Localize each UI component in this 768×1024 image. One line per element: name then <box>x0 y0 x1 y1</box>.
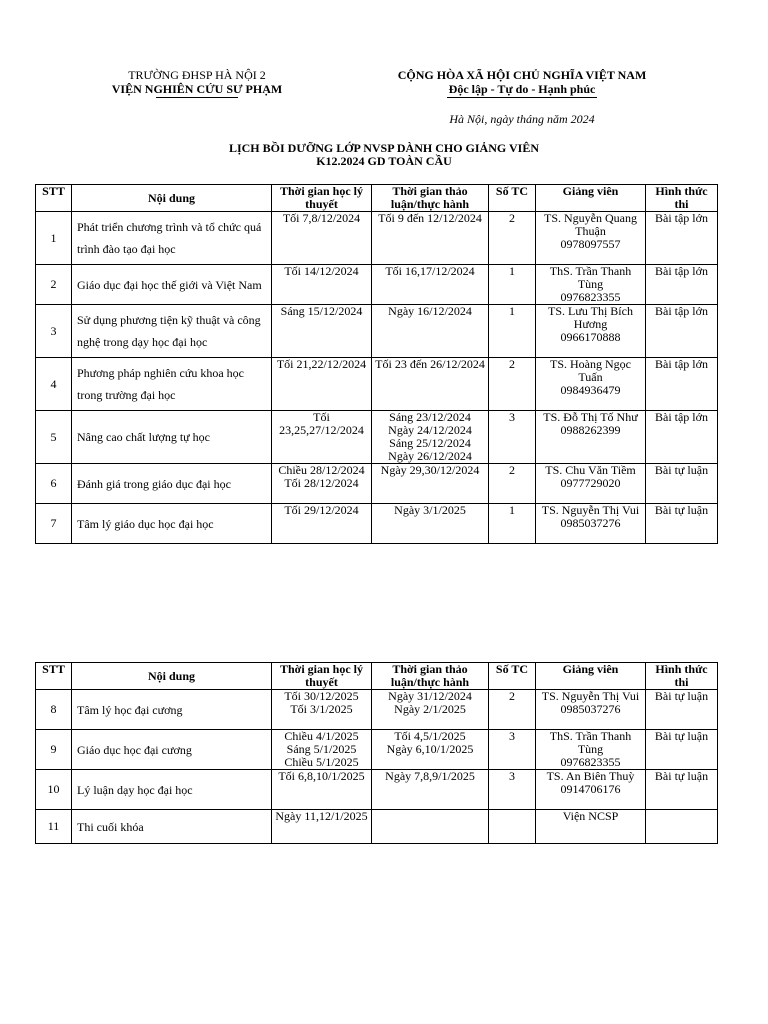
row-exam-type: Bài tự luận <box>646 464 718 504</box>
row-practice-time <box>372 810 489 844</box>
table-body-1 <box>36 212 718 544</box>
row-practice-time <box>372 305 489 358</box>
col-header-practice: Thời gian thảo luận/thực hành <box>372 663 489 690</box>
row-exam-type: Bài tập lớn <box>646 212 718 265</box>
row-content: Giáo dục học đại cương <box>72 730 272 770</box>
row-lecturer <box>536 464 646 504</box>
practice-time-line: Tối 16,17/12/2024 <box>385 264 475 278</box>
col-header-practice: Thời gian thảo luận/thực hành <box>372 185 489 212</box>
row-practice-time <box>372 770 489 810</box>
row-credits: 2 <box>489 464 536 504</box>
lecturer-line: 0976823355 <box>560 290 621 304</box>
theory-time-line: Ngày 11,12/1/2025 <box>275 809 368 823</box>
row-content: Tâm lý học đại cương <box>72 690 272 730</box>
row-stt: 9 <box>36 730 72 770</box>
row-theory-time <box>272 730 372 770</box>
title-line-1: LỊCH BỒI DƯỠNG LỚP NVSP DÀNH CHO GIẢNG VIÊN <box>228 141 540 155</box>
row-content: Sử dụng phương tiện kỹ thuật và công nghệ trong dạy học đại học <box>72 305 272 358</box>
row-credits: 1 <box>489 265 536 305</box>
row-content: Phương pháp nghiên cứu khoa học trong trường đại học <box>72 358 272 411</box>
lecturer-line: 0976823355 <box>560 755 621 769</box>
row-practice-time <box>372 411 489 464</box>
table-row <box>36 212 718 265</box>
row-lecturer <box>536 690 646 730</box>
theory-time-line: Tối 3/1/2025 <box>290 702 353 716</box>
col-header-stt: STT <box>36 663 72 690</box>
practice-time-line: Ngày 29,30/12/2024 <box>380 463 480 477</box>
col-header-content: Nội dung <box>72 185 272 212</box>
practice-time-line: Ngày 31/12/2024 <box>388 689 472 703</box>
row-lecturer <box>536 305 646 358</box>
lecturer-line: TS. Đỗ Thị Tố Như <box>543 410 638 424</box>
table-row <box>36 504 718 544</box>
row-exam-type: Bài tập lớn <box>646 358 718 411</box>
row-stt: 7 <box>36 504 72 544</box>
col-header-stt: STT <box>36 185 72 212</box>
row-exam-type: Bài tập lớn <box>646 411 718 464</box>
practice-time-line: Tối 4,5/1/2025 <box>394 729 466 743</box>
row-credits: 2 <box>489 212 536 265</box>
row-content: Thi cuối khóa <box>72 810 272 844</box>
row-stt: 11 <box>36 810 72 844</box>
row-lecturer <box>536 810 646 844</box>
practice-time-line: Ngày 24/12/2024 <box>388 423 472 437</box>
lecturer-line: TS. Chu Văn Tiềm <box>545 463 636 477</box>
row-theory-time <box>272 411 372 464</box>
row-practice-time <box>372 464 489 504</box>
institute-name: VIỆN NGHIÊN CỨU SƯ PHẠM <box>111 82 283 96</box>
document-date: Hà Nội, ngày tháng năm 2024 <box>449 112 595 126</box>
schedule-table-2 <box>35 662 718 844</box>
theory-time-line: Chiều 5/1/2025 <box>284 755 359 769</box>
lecturer-line: 0978097557 <box>560 237 621 251</box>
theory-time-line: Sáng 15/12/2024 <box>280 304 363 318</box>
row-content: Giáo dục đại học thế giới và Việt Nam <box>72 265 272 305</box>
national-motto: Độc lập - Tự do - Hạnh phúc <box>448 82 596 96</box>
table-row <box>36 810 718 844</box>
row-credits: 2 <box>489 690 536 730</box>
lecturer-line: 0988262399 <box>560 423 621 437</box>
row-exam-type: Bài tự luận <box>646 730 718 770</box>
col-header-lecturer: Giảng viên <box>536 185 646 212</box>
row-credits: 3 <box>489 770 536 810</box>
row-exam-type: Bài tự luận <box>646 504 718 544</box>
row-practice-time <box>372 504 489 544</box>
national-header <box>372 68 672 98</box>
row-theory-time <box>272 810 372 844</box>
row-credits: 3 <box>489 730 536 770</box>
row-theory-time <box>272 212 372 265</box>
row-credits: 2 <box>489 358 536 411</box>
row-stt: 1 <box>36 212 72 265</box>
table-row <box>36 770 718 810</box>
table-row <box>36 305 718 358</box>
row-practice-time <box>372 358 489 411</box>
practice-time-line: Ngày 7,8,9/1/2025 <box>385 769 475 783</box>
row-theory-time <box>272 305 372 358</box>
row-stt: 2 <box>36 265 72 305</box>
theory-time-line: Tối 30/12/2025 <box>284 689 359 703</box>
theory-time-line: Tối 23,25,27/12/2024 <box>279 410 364 437</box>
row-stt: 4 <box>36 358 72 411</box>
col-header-content: Nội dung <box>72 663 272 690</box>
table-body-2 <box>36 690 718 844</box>
theory-time-line: Sáng 5/1/2025 <box>286 742 357 756</box>
practice-time-line: Ngày 16/12/2024 <box>388 304 472 318</box>
row-theory-time <box>272 464 372 504</box>
document-title <box>0 142 768 168</box>
theory-time-line: Tối 29/12/2024 <box>284 503 359 517</box>
row-lecturer <box>536 358 646 411</box>
table-header-row <box>36 663 718 690</box>
row-lecturer <box>536 265 646 305</box>
theory-time-line: Chiều 28/12/2024 <box>278 463 365 477</box>
lecturer-line: 0985037276 <box>560 702 621 716</box>
practice-time-line: Tối 9 đến 12/12/2024 <box>378 211 482 225</box>
lecturer-line: TS. Lưu Thị Bích Hương <box>548 304 633 331</box>
row-stt: 3 <box>36 305 72 358</box>
row-practice-time <box>372 265 489 305</box>
lecturer-line: TS. Hoàng Ngọc Tuấn <box>550 357 631 384</box>
institution-header <box>72 68 322 98</box>
theory-time-line: Chiều 4/1/2025 <box>284 729 359 743</box>
theory-time-line: Tối 14/12/2024 <box>284 264 359 278</box>
col-header-theory: Thời gian học lý thuyết <box>272 185 372 212</box>
practice-time-line: Tối 23 đến 26/12/2024 <box>375 357 485 371</box>
col-header-theory: Thời gian học lý thuyết <box>272 663 372 690</box>
practice-time-line: Ngày 3/1/2025 <box>394 503 466 517</box>
row-theory-time <box>272 265 372 305</box>
table-row <box>36 411 718 464</box>
practice-time-line: Ngày 6,10/1/2025 <box>386 742 474 756</box>
row-theory-time <box>272 770 372 810</box>
table-row <box>36 730 718 770</box>
row-credits: 3 <box>489 411 536 464</box>
theory-time-line: Tối 6,8,10/1/2025 <box>278 769 365 783</box>
row-stt: 8 <box>36 690 72 730</box>
col-header-exam: Hình thức thi <box>646 663 718 690</box>
practice-time-line: Ngày 26/12/2024 <box>388 449 472 463</box>
row-exam-type: Bài tập lớn <box>646 305 718 358</box>
row-theory-time <box>272 358 372 411</box>
row-stt: 10 <box>36 770 72 810</box>
row-lecturer <box>536 504 646 544</box>
row-content: Phát triển chương trình và tổ chức quá trình đào tạo đại học <box>72 212 272 265</box>
lecturer-line: 0914706176 <box>560 782 621 796</box>
table-row <box>36 464 718 504</box>
row-theory-time <box>272 690 372 730</box>
lecturer-line: TS. Nguyễn Thị Vui <box>541 503 640 517</box>
lecturer-line: ThS. Trần Thanh Tùng <box>549 729 632 756</box>
col-header-lecturer: Giảng viên <box>536 663 646 690</box>
row-exam-type <box>646 810 718 844</box>
col-header-credits: Số TC <box>489 185 536 212</box>
country-name: CỘNG HÒA XÃ HỘI CHỦ NGHĨA VIỆT NAM <box>397 68 647 82</box>
row-theory-time <box>272 504 372 544</box>
row-lecturer <box>536 730 646 770</box>
col-header-credits: Số TC <box>489 663 536 690</box>
row-exam-type: Bài tập lớn <box>646 265 718 305</box>
row-credits: 1 <box>489 504 536 544</box>
row-content: Nâng cao chất lượng tự học <box>72 411 272 464</box>
university-name: TRƯỜNG ĐHSP HÀ NỘI 2 <box>128 68 266 82</box>
practice-time-line: Ngày 2/1/2025 <box>394 702 466 716</box>
schedule-table-1 <box>35 184 718 544</box>
row-credits: 1 <box>489 305 536 358</box>
row-stt: 6 <box>36 464 72 504</box>
row-stt: 5 <box>36 411 72 464</box>
table-header-row <box>36 185 718 212</box>
row-exam-type: Bài tự luận <box>646 770 718 810</box>
col-header-exam: Hình thức thi <box>646 185 718 212</box>
table-row <box>36 358 718 411</box>
institute-underline <box>156 97 238 98</box>
theory-time-line: Tối 21,22/12/2024 <box>276 357 367 371</box>
lecturer-line: 0984936479 <box>560 383 621 397</box>
lecturer-line: 0977729020 <box>560 476 621 490</box>
lecturer-line: TS. Nguyễn Thị Vui <box>541 689 640 703</box>
theory-time-line: Tối 28/12/2024 <box>284 476 359 490</box>
row-lecturer <box>536 212 646 265</box>
lecturer-line: ThS. Trần Thanh Tùng <box>549 264 632 291</box>
lecturer-line: TS. An Biên Thuỳ <box>546 769 635 783</box>
row-content: Đánh giá trong giáo dục đại học <box>72 464 272 504</box>
row-practice-time <box>372 212 489 265</box>
theory-time-line: Tối 7,8/12/2024 <box>282 211 361 225</box>
lecturer-line: TS. Nguyễn Quang Thuận <box>544 211 637 238</box>
row-lecturer <box>536 770 646 810</box>
row-credits <box>489 810 536 844</box>
row-content: Tâm lý giáo dục học đại học <box>72 504 272 544</box>
table-row <box>36 690 718 730</box>
practice-time-line: Sáng 23/12/2024 <box>389 410 471 424</box>
lecturer-line: Viện NCSP <box>562 809 619 823</box>
row-lecturer <box>536 411 646 464</box>
title-line-2: K12.2024 GD TOÀN CẦU <box>316 154 452 168</box>
row-practice-time <box>372 730 489 770</box>
row-content: Lý luận dạy học đại học <box>72 770 272 810</box>
practice-time-line: Sáng 25/12/2024 <box>389 436 471 450</box>
row-practice-time <box>372 690 489 730</box>
row-exam-type: Bài tự luận <box>646 690 718 730</box>
table-row <box>36 265 718 305</box>
lecturer-line: 0966170888 <box>560 330 621 344</box>
lecturer-line: 0985037276 <box>560 516 621 530</box>
